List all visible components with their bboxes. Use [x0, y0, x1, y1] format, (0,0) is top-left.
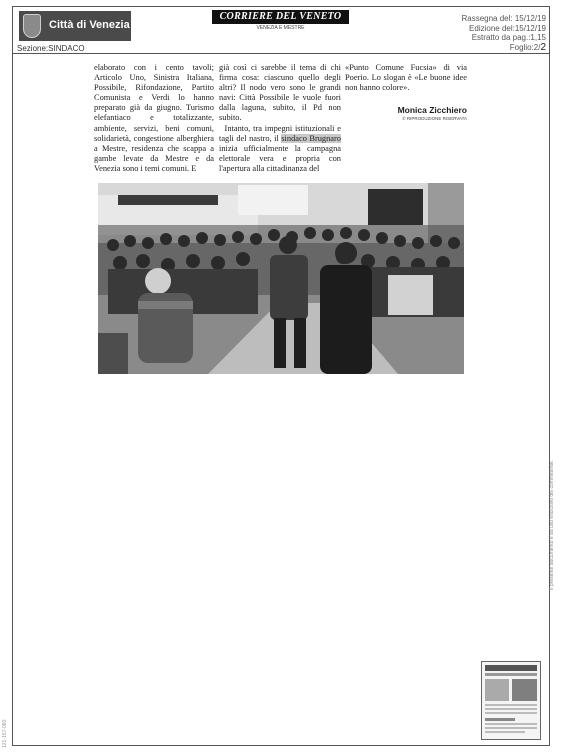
column-1-text: elaborato con i cento tavoli; Articolo Uno, Sinistra Italiana, Possibile, Rifondazione, Partito Comunista e Verdi lo hanno preparato già da giugno. Turismo elefantiaco e totalizzante, ambiente, servizi, beni comuni, solidarietà, congestione alberghiera a Mestre, residenza che scappa a gambe levate da Mestre e da Venezia sono i temi comuni. E — [94, 63, 214, 173]
section-label: Sezione:SINDACO — [17, 44, 85, 53]
column-2-text-b: inizia ufficialmente la campagna elettorale vera e propria con l'apertura alla cittadinanza del — [219, 143, 341, 173]
estratto-pages: Estratto da pag.:1,15 — [471, 33, 546, 42]
column-2-text-a: Intanto, tra impegni istituzionali e tagli del nastro, il — [219, 123, 341, 143]
side-disclaimer: Il presente documento è ad uso esclusivo del committente. — [549, 459, 555, 590]
crest-icon — [23, 14, 41, 38]
highlighted-term: sindaco Brugnaro — [281, 133, 341, 143]
audience-member-light — [388, 275, 433, 315]
author-signature: Monica Zicchiero — [397, 105, 467, 116]
clipping-meta — [461, 14, 546, 52]
foglio — [461, 43, 546, 53]
rights-notice: © RIPRODUZIONE RISERVATA — [402, 116, 467, 122]
article-column-2 — [219, 63, 341, 174]
rassegna-date: Rassegna del: 15/12/19 — [461, 14, 546, 23]
column-2-paragraph-2 — [219, 124, 341, 174]
city-logo — [19, 11, 131, 41]
article-column-1 — [94, 63, 214, 174]
side-code: 121-157-080 — [2, 719, 8, 748]
masthead-subtitle: VENEZIA E MESTRE — [256, 25, 305, 31]
foglio-label: Foglio:2/ — [509, 42, 541, 52]
newspaper-masthead: CORRIERE DEL VENETO — [212, 10, 349, 24]
edizione-date: Edizione del:15/12/19 — [469, 23, 546, 33]
logo-text: Città di Venezia — [49, 19, 130, 31]
crowd-photo — [98, 183, 464, 374]
column-3-text: «Punto Comune Fucsia» di via Poerio. Lo slogan è «Le buone idee non hanno colore». — [345, 63, 467, 93]
column-2-paragraph-1: già così ci sarebbe il tema di chi firma cosa: ciascuno quello degli altri? Il nodo vero sono le grandi navi: Città Possibile le vuole fuori dalla laguna, subito, il Pd non subito. — [219, 63, 341, 123]
foglio-number: 2 — [540, 41, 546, 53]
thumbnail-preview — [482, 662, 540, 739]
article-photo — [98, 183, 464, 374]
page-thumbnail[interactable] — [481, 661, 541, 740]
article-column-3 — [345, 63, 467, 121]
